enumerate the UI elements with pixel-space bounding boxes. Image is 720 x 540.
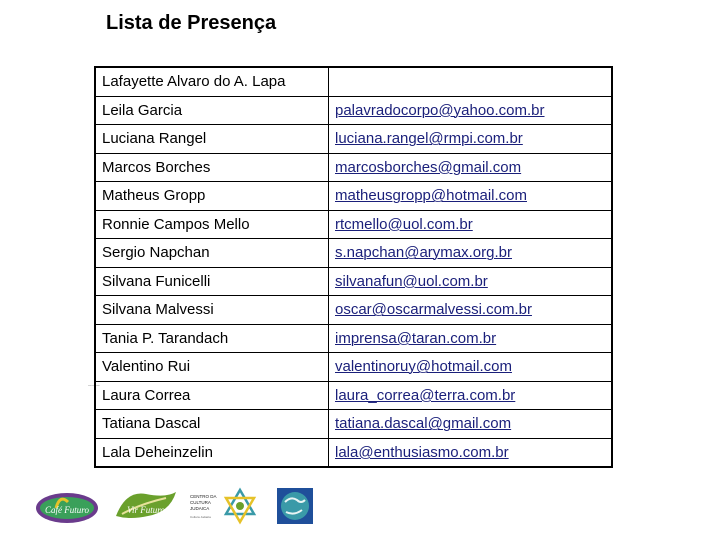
attendee-email-cell <box>329 239 613 268</box>
table-row <box>95 381 612 410</box>
svg-text:JUDAICA: JUDAICA <box>190 506 210 511</box>
attendee-email-cell <box>329 438 613 467</box>
attendee-email-cell <box>329 67 613 96</box>
page-title: Lista de Presença <box>106 12 277 34</box>
attendee-name: Silvana Funicelli <box>95 267 329 296</box>
svg-text:CULTURA: CULTURA <box>190 500 211 505</box>
attendee-email-link[interactable]: silvanafun@uol.com.br <box>335 272 488 290</box>
attendee-name: Sergio Napchan <box>95 239 329 268</box>
attendee-email-link[interactable]: s.napchan@arymax.org.br <box>335 244 512 262</box>
attendee-name: Laura Correa <box>95 381 329 410</box>
cafe-futuro-logo-text: Café Futuro <box>45 505 89 515</box>
attendee-name: Tania P. Tarandach <box>95 324 329 353</box>
attendee-email-link[interactable]: oscar@oscarmalvessi.com.br <box>335 301 532 319</box>
vir-futuro-logo <box>112 486 180 526</box>
attendee-email-cell <box>329 267 613 296</box>
table-row <box>95 153 612 182</box>
attendee-email-link[interactable]: tatiana.dascal@gmail.com <box>335 415 512 433</box>
attendee-email-link[interactable]: laura_correa@terra.com.br <box>335 386 516 404</box>
attendee-email-link[interactable]: imprensa@taran.com.br <box>335 329 497 347</box>
attendee-email-cell <box>329 125 613 154</box>
attendee-name: Valentino Rui <box>95 353 329 382</box>
cultura-judaica-logo-text: Centro da Cultura Judaica <box>88 386 100 387</box>
attendee-email-cell <box>329 96 613 125</box>
table-row <box>95 324 612 353</box>
attendee-email-link[interactable]: marcosborches@gmail.com <box>335 158 522 176</box>
attendee-name: Silvana Malvessi <box>95 296 329 325</box>
attendee-email-link[interactable]: matheusgropp@hotmail.com <box>335 187 527 205</box>
attendee-name: Leila Garcia <box>95 96 329 125</box>
table-row <box>95 296 612 325</box>
attendee-email-link[interactable]: rtcmello@uol.com.br <box>335 215 473 233</box>
attendee-email-cell <box>329 410 613 439</box>
table-row <box>95 410 612 439</box>
attendee-name: Matheus Gropp <box>95 182 329 211</box>
table-row <box>95 96 612 125</box>
attendee-name: Luciana Rangel <box>95 125 329 154</box>
attendee-email-link[interactable]: valentinoruy@hotmail.com <box>335 358 512 376</box>
attendance-table <box>94 66 613 468</box>
table-row <box>95 267 612 296</box>
attendee-email-cell <box>329 296 613 325</box>
attendee-email-link[interactable]: luciana.rangel@rmpi.com.br <box>335 130 523 148</box>
attendee-email-cell <box>329 153 613 182</box>
attendee-name: Tatiana Dascal <box>95 410 329 439</box>
table-row <box>95 239 612 268</box>
attendee-email-cell <box>329 182 613 211</box>
attendee-name: Marcos Borches <box>95 153 329 182</box>
attendee-name: Lala Deheinzelin <box>95 438 329 467</box>
table-row <box>95 210 612 239</box>
globe-logo <box>276 486 314 526</box>
vir-futuro-logo-text: Vir Futuro <box>127 505 165 515</box>
attendee-email-cell <box>329 353 613 382</box>
table-row <box>95 438 612 467</box>
attendee-name: Lafayette Alvaro do A. Lapa <box>95 67 329 96</box>
table-row <box>95 125 612 154</box>
attendee-name: Ronnie Campos Mello <box>95 210 329 239</box>
attendee-email-cell <box>329 324 613 353</box>
table-row <box>95 182 612 211</box>
attendee-email-link[interactable]: palavradocorpo@yahoo.com.br <box>335 101 545 119</box>
table-row <box>95 67 612 96</box>
svg-text:CENTRO DA: CENTRO DA <box>190 494 217 499</box>
table-row <box>95 353 612 382</box>
attendee-email-link[interactable]: lala@enthusiasmo.com.br <box>335 443 509 461</box>
attendee-email-cell <box>329 381 613 410</box>
attendee-email-cell <box>329 210 613 239</box>
cafe-futuro-logo <box>34 486 100 526</box>
svg-text:Cultura Judaica: Cultura Judaica <box>190 515 211 519</box>
